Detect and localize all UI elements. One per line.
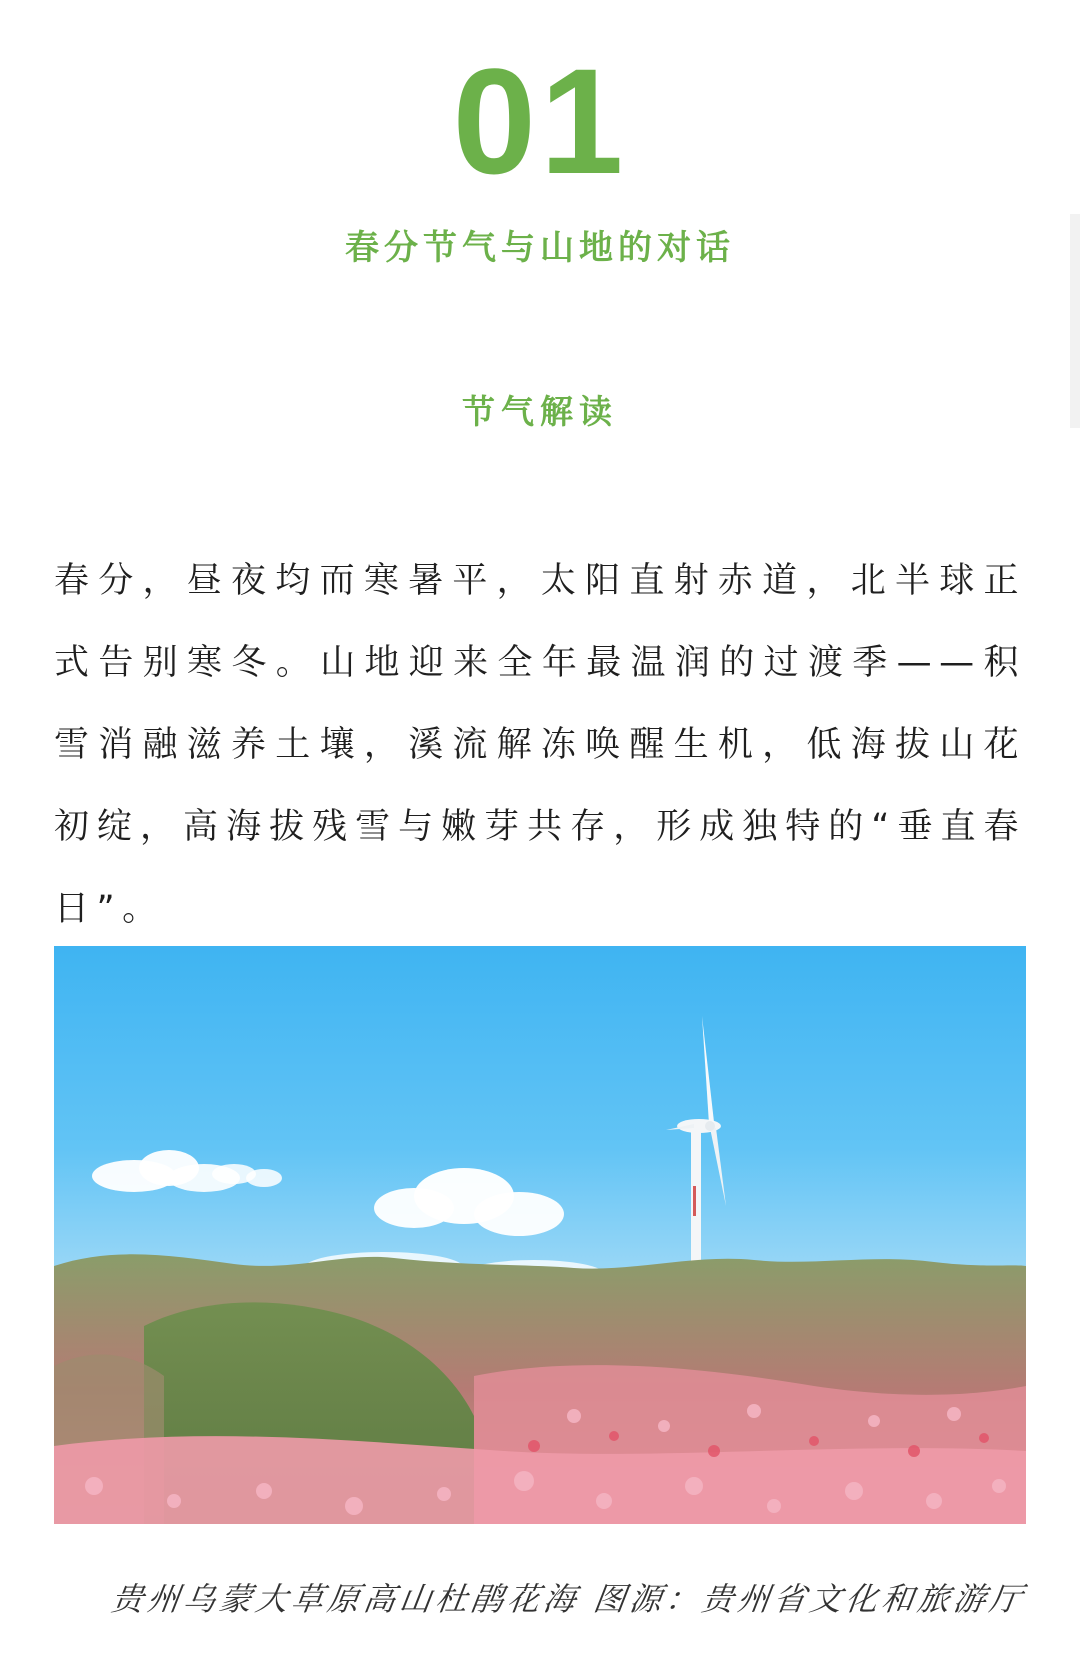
photo-illustration xyxy=(54,946,1026,1524)
section-number: 01 xyxy=(452,37,628,205)
section-title: 春分节气与山地的对话 xyxy=(345,228,735,268)
article-paragraph: 春分，昼夜均而寒暑平，太阳直射赤道，北半球正式告别寒冬。山地迎来全年最温润的过渡季——积雪消融滋养土壤，溪流解冻唤醒生机，低海拔山花初绽，高海拔残雪与嫩芽共存，形成独特的“垂直春日”。 xyxy=(54,561,1026,929)
photo-caption: 贵州乌蒙大草原高山杜鹃花海 图源：贵州省文化和旅游厅 xyxy=(108,1580,1029,1618)
flower-hills xyxy=(54,1254,1026,1524)
wind-turbine xyxy=(666,1016,726,1286)
landscape-photo xyxy=(54,946,1026,1524)
sub-heading: 节气解读 xyxy=(462,392,618,431)
